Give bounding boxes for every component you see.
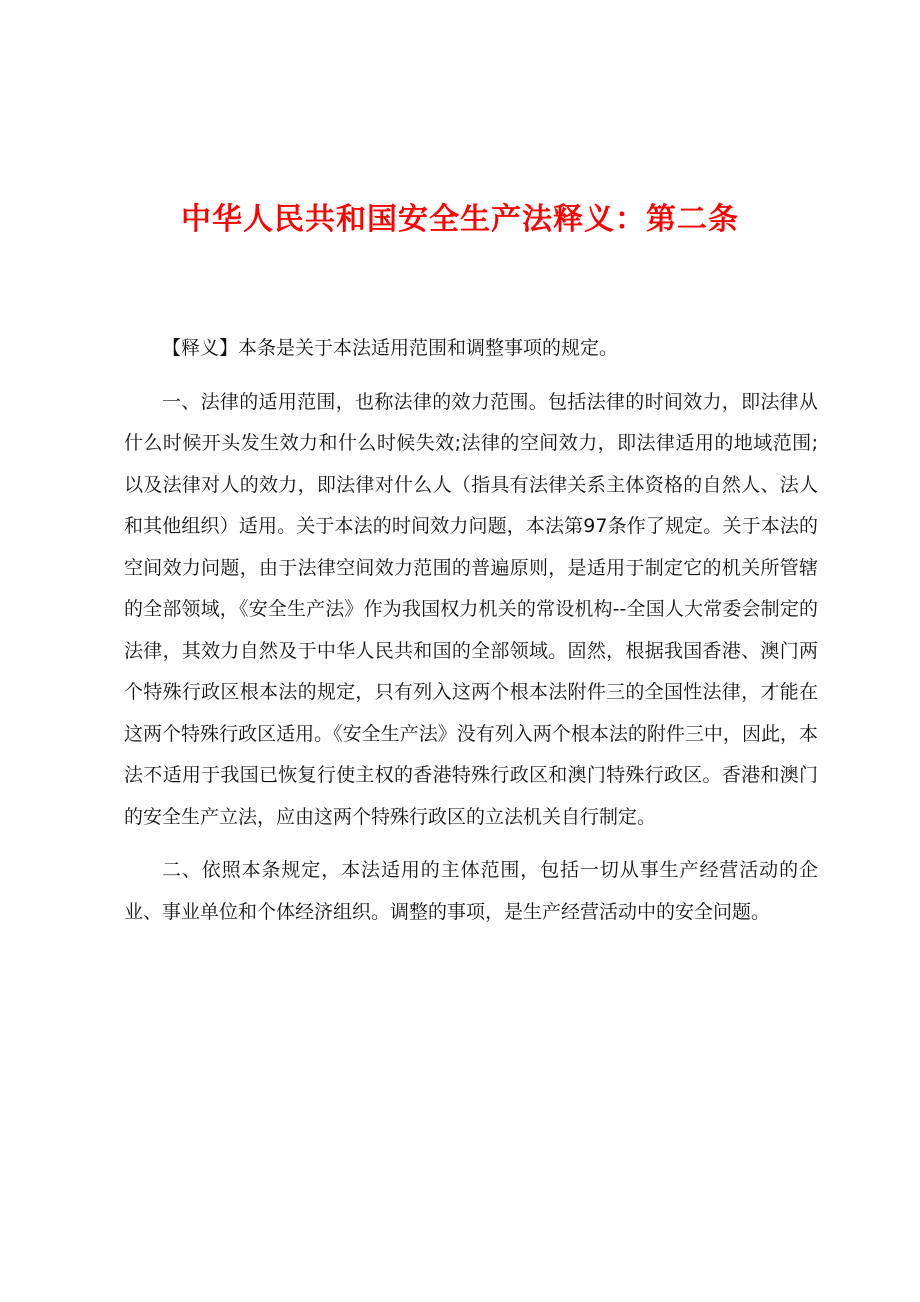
document-body bbox=[124, 328, 818, 933]
paragraph-definition: 【释义】本条是关于本法适用范围和调整事项的规定。 bbox=[162, 337, 619, 359]
paragraph-scope-of-application: 一、法律的适用范围，也称法律的效力范围。包括法律的时间效力，即法律从什么时候开头发生效力和什么时候失效;法律的空间效力，即法律适用的地域范围;以及法律对人的效力，即法律对什么人（指具有法律关系主体资格的自然人、法人和其他组织）适用。关于本法的时间效力问题，本法第97条作了规定。关于本法的空间效力问题，由于法律空间效力范围的普遍原则，是适用于制定它的机关所管辖的全部领域，《安全生产法》作为我国权力机关的常设机构--全国人大常委会制定的法律，其效力自然及于中华人民共和国的全部领域。固然，根据我国香港、澳门两个特殊行政区根本法的规定，只有列入这两个根本法附件三的全国性法律，才能在这两个特殊行政区适用。《安全生产法》没有列入两个根本法的附件三中，因此，本法不适用于我国已恢复行使主权的香港特殊行政区和澳门特殊行政区。香港和澳门的安全生产立法，应由这两个特殊行政区的立法机关自行制定。 bbox=[124, 390, 818, 828]
document-title: 中华人民共和国安全生产法释义：第二条 bbox=[181, 202, 739, 237]
paragraph-subject-scope: 二、依照本条规定，本法适用的主体范围，包括一切从事生产经营活动的企业、事业单位和个体经济组织。调整的事项，是生产经营活动中的安全问题。 bbox=[124, 859, 818, 923]
